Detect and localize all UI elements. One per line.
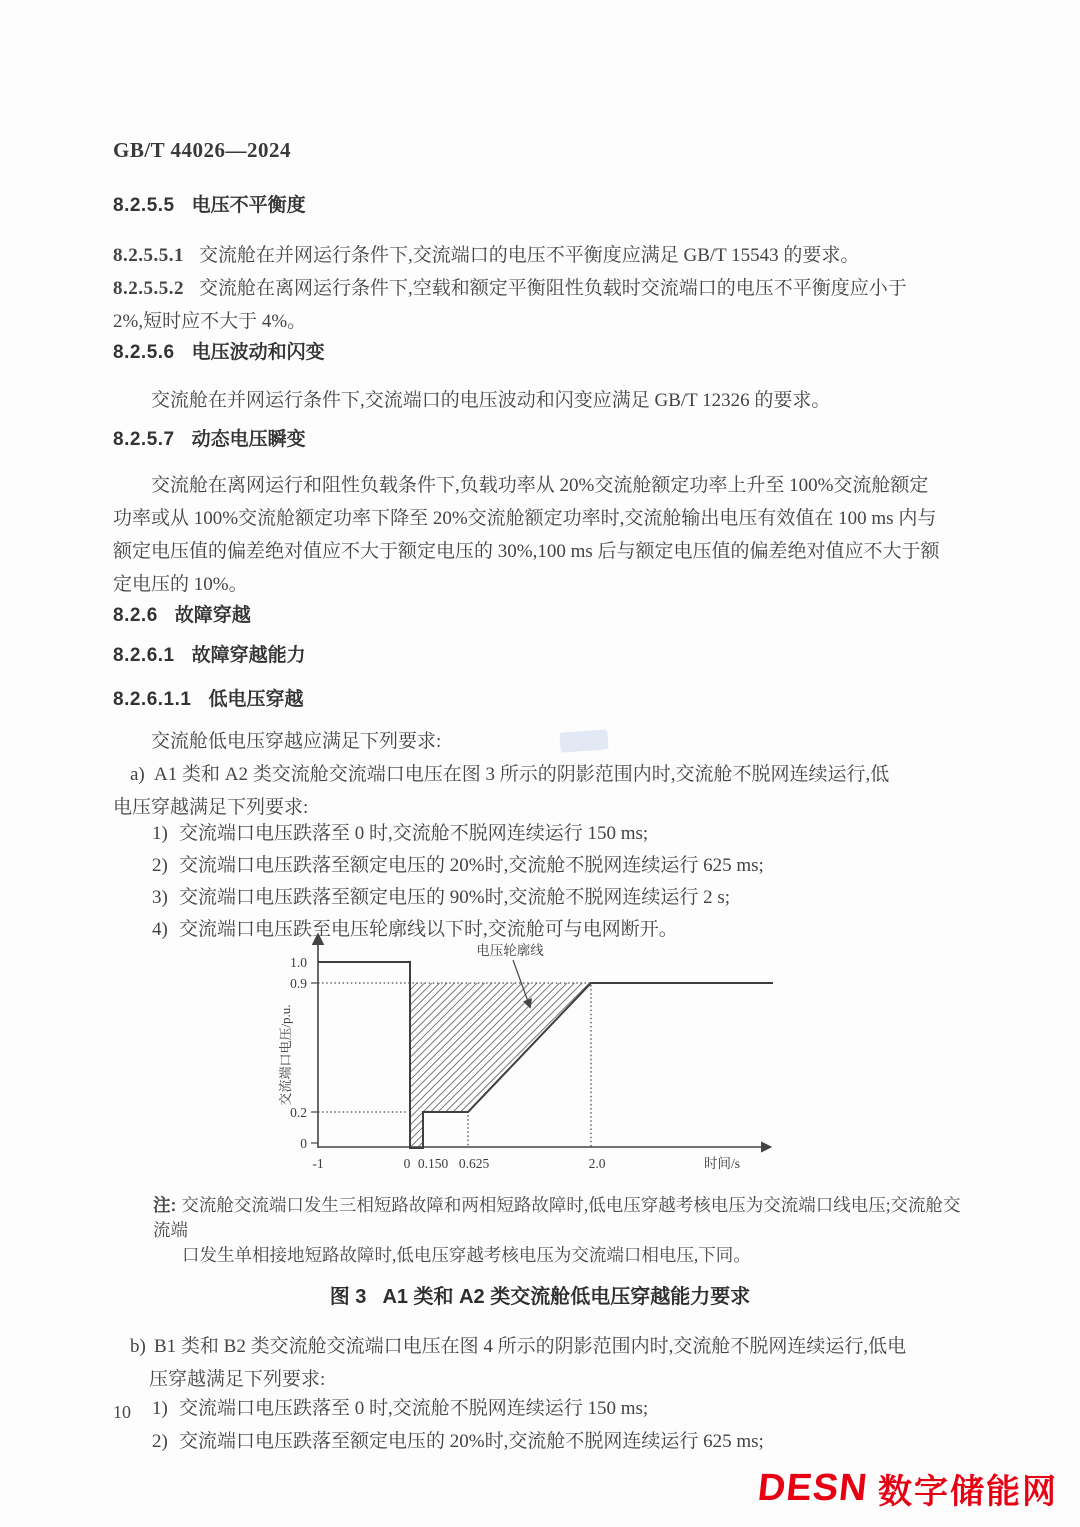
lvrt-chart-svg — [250, 925, 810, 1187]
desn-logo — [758, 1464, 1058, 1513]
annotation-voltage-profile: 电压轮廓线 — [476, 943, 544, 958]
desn-logo-chinese: 数字储能网 — [878, 1473, 1058, 1511]
xtick-0p150: 0.150 — [417, 1156, 449, 1171]
paragraph-line: 定电压的 10%。 — [113, 574, 248, 595]
ytick-0p2: 0.2 — [290, 1105, 307, 1120]
clause-number: 8.2.5.5.1 — [113, 245, 184, 266]
heading-8-2-6 — [113, 605, 967, 627]
heading-number: 8.2.6.1 — [113, 645, 175, 666]
clause-text: 交流舱在离网运行条件下,空载和额定平衡阻性负载时交流端口的电压不平衡度应小于 — [199, 278, 907, 299]
heading-8-2-6-1 — [113, 645, 967, 667]
heading-title: 电压波动和闪变 — [191, 342, 325, 363]
ytick-0: 0 — [300, 1136, 307, 1151]
paragraph-8-2-5-7 — [113, 469, 967, 601]
item-text: B1 类和 B2 类交流舱交流端口电压在图 4 所示的阴影范围内时,交流舱不脱网连续运行,低电 — [154, 1336, 907, 1357]
desn-logo-latin: DESN — [756, 1467, 871, 1509]
xtick-0p625: 0.625 — [458, 1156, 490, 1171]
ytick-0p9: 0.9 — [290, 976, 307, 991]
item-text: 交流端口电压跌落至 0 时,交流舱不脱网连续运行 150 ms; — [179, 1398, 649, 1419]
clause-text-line2: 2%,短时应不大于 4%。 — [113, 311, 307, 332]
heading-8-2-6-1-1 — [113, 689, 967, 711]
scan-watermark — [559, 729, 608, 752]
ytick-1p0: 1.0 — [290, 955, 307, 970]
note-text: 交流舱交流端口发生三相短路故障和两相短路故障时,低电压穿越考核电压为交流端口线电压;交流舱交流端 — [153, 1195, 961, 1240]
figure-title: A1 类和 A2 类交流舱低电压穿越能力要求 — [382, 1286, 751, 1308]
xtick-minus1: -1 — [312, 1156, 324, 1171]
heading-8-2-5-7 — [113, 429, 967, 451]
item-text-line2: 压穿越满足下列要求: — [149, 1369, 326, 1390]
heading-number: 8.2.6 — [113, 605, 158, 626]
list-item-a — [113, 758, 967, 824]
shaded-region — [410, 983, 591, 1148]
heading-number: 8.2.5.5 — [113, 195, 175, 216]
heading-title: 故障穿越 — [174, 605, 251, 626]
clause-number: 8.2.5.5.2 — [113, 278, 184, 299]
figure-number: 图 3 — [329, 1286, 367, 1308]
figure-caption — [113, 1280, 967, 1309]
numbered-list-b — [113, 1392, 967, 1458]
heading-title: 故障穿越能力 — [191, 645, 306, 666]
item-marker: 1) — [152, 1398, 168, 1419]
heading-8-2-5-5 — [113, 195, 967, 217]
item-marker: 2) — [152, 855, 168, 876]
item-marker: 2) — [152, 1431, 168, 1452]
heading-title: 低电压穿越 — [208, 689, 304, 710]
page-number: 10 — [113, 1402, 131, 1422]
paragraph-line: 额定电压值的偏差绝对值应不大于额定电压的 30%,100 ms 后与额定电压值的偏差绝对值应不大于额 — [113, 541, 940, 562]
paragraph-8-2-5-6 — [113, 384, 967, 417]
item-text-line2: 电压穿越满足下列要求: — [113, 797, 309, 818]
note-label: 注: — [153, 1195, 177, 1215]
note-text-line2: 口发生单相接地短路故障时,低电压穿越考核电压为交流端口相电压,下同。 — [182, 1245, 751, 1265]
item-marker: b) — [130, 1336, 146, 1357]
item-marker: 3) — [152, 887, 168, 908]
item-text: 交流端口电压跌至电压轮廓线以下时,交流舱可与电网断开。 — [179, 919, 678, 940]
paragraph-8-2-5-5-1 — [113, 239, 967, 272]
heading-number: 8.2.5.6 — [113, 342, 175, 363]
xtick-2p0: 2.0 — [588, 1156, 606, 1171]
item-marker: a) — [130, 764, 145, 785]
list-item — [152, 1392, 967, 1425]
heading-title: 动态电压瞬变 — [191, 429, 306, 450]
heading-8-2-5-6 — [113, 342, 967, 364]
list-item — [152, 882, 967, 914]
paragraph-line: 功率或从 100%交流舱额定功率下降至 20%交流舱额定功率时,交流舱输出电压有效值在 100 ms 内与 — [113, 508, 937, 529]
heading-number: 8.2.5.7 — [113, 429, 175, 450]
heading-number: 8.2.6.1.1 — [113, 689, 192, 710]
figure-3-chart — [250, 925, 810, 1187]
figure-note — [153, 1193, 967, 1268]
list-item — [152, 818, 967, 850]
heading-title: 电压不平衡度 — [191, 195, 306, 216]
item-marker: 4) — [152, 919, 168, 940]
list-item-b — [113, 1330, 967, 1396]
paragraph-text: 交流舱在并网运行条件下,交流端口的电压波动和闪变应满足 GB/T 12326 的要求。 — [151, 390, 831, 411]
item-text: 交流端口电压跌落至额定电压的 90%时,交流舱不脱网连续运行 2 s; — [179, 887, 731, 908]
item-text: 交流端口电压跌落至额定电压的 20%时,交流舱不脱网连续运行 625 ms; — [179, 855, 764, 876]
list-item — [152, 1425, 967, 1458]
paragraph-lvrt-intro — [113, 725, 967, 758]
standard-number-header: GB/T 44026—2024 — [113, 138, 292, 162]
item-text: 交流端口电压跌落至额定电压的 20%时,交流舱不脱网连续运行 625 ms; — [179, 1431, 764, 1452]
item-text: A1 类和 A2 类交流舱交流端口电压在图 3 所示的阴影范围内时,交流舱不脱网连续运行,低 — [154, 764, 890, 785]
paragraph-text: 交流舱低电压穿越应满足下列要求: — [151, 731, 442, 752]
y-axis-label: 交流端口电压/p.u. — [278, 1004, 293, 1106]
item-marker: 1) — [152, 823, 168, 844]
xtick-0: 0 — [403, 1156, 411, 1171]
item-text: 交流端口电压跌落至 0 时,交流舱不脱网连续运行 150 ms; — [179, 823, 649, 844]
list-item — [152, 850, 967, 882]
paragraph-line: 交流舱在离网运行和阻性负载条件下,负载功率从 20%交流舱额定功率上升至 100%交流舱额定 — [151, 475, 929, 496]
paragraph-8-2-5-5-2 — [113, 272, 967, 338]
x-axis-label: 时间/s — [703, 1156, 741, 1171]
clause-text: 交流舱在并网运行条件下,交流端口的电压不平衡度应满足 GB/T 15543 的要求。 — [199, 245, 860, 266]
